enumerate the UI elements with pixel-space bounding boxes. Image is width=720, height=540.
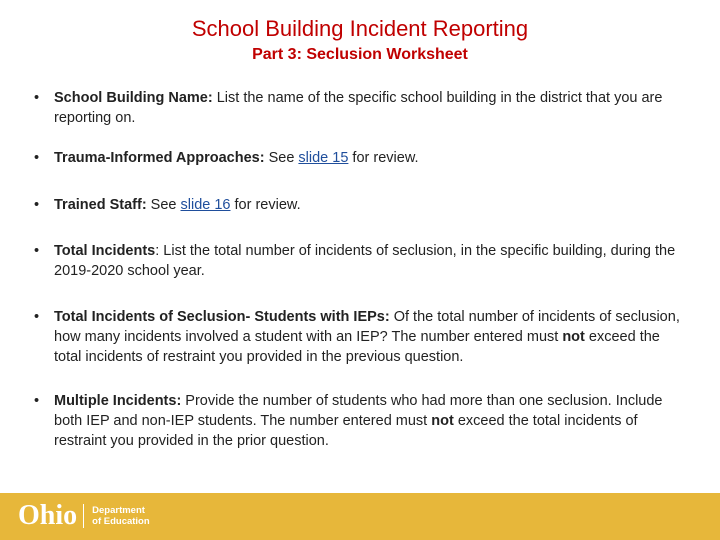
bullet-text: Provide the number of students who had more than one seclusion. Include both IEP and non-IEP students. The number entered must [54, 393, 663, 429]
slide-15-link[interactable]: slide 15 [298, 150, 349, 166]
bullet-dot: • [34, 90, 40, 106]
emphasis-text: not [562, 329, 585, 345]
page-subtitle: Part 3: Seclusion Worksheet [252, 46, 468, 63]
list-item [34, 307, 684, 367]
emphasis-text: not [431, 413, 454, 429]
bullet-dot: • [34, 393, 40, 409]
list-item [34, 148, 684, 168]
bullet-text: for review. [230, 197, 301, 213]
bullet-text: See [264, 150, 299, 166]
bullet-dot: • [34, 150, 40, 166]
bullet-label: School Building Name: [54, 90, 213, 106]
department-line-2: of Education [92, 516, 150, 527]
list-item [34, 391, 684, 451]
bullet-label: Total Incidents [54, 243, 156, 259]
bullet-text: List the name of the specific school building in the district that you are reporting on. [54, 90, 663, 126]
bullet-label: Multiple Incidents: [54, 393, 182, 409]
bullet-text: for review. [348, 150, 419, 166]
slide-16-link[interactable]: slide 16 [180, 197, 231, 213]
bullet-label: Trauma-Informed Approaches: [54, 150, 265, 166]
ohio-logo-text: Ohio [18, 500, 78, 531]
bullet-text: : List the total number of incidents of seclusion, in the specific building, during the 2019-2020 school year. [54, 243, 676, 279]
bullet-label: Trained Staff: [54, 197, 147, 213]
bullet-dot: • [34, 197, 40, 213]
bullet-text: exceed the total incidents of restraint you provided in the previous question. [54, 329, 660, 365]
bullet-label: Total Incidents of Seclusion- Students with IEPs: [54, 309, 390, 325]
logo-divider [83, 504, 84, 528]
list-item [34, 88, 684, 128]
bullet-dot: • [34, 243, 40, 259]
page-title: School Building Incident Reporting [191, 16, 529, 41]
bullet-dot: • [34, 309, 40, 325]
bullet-text: See [146, 197, 181, 213]
bullet-text: exceed the total incidents of restraint you provided in the prior question. [54, 413, 638, 449]
ohio-department-of-education-logo[interactable] [18, 499, 150, 533]
bullet-text: Of the total number of incidents of seclusion, how many incidents involved a student with an IEP? The number entered must [54, 309, 680, 345]
department-name [92, 505, 150, 527]
department-line-1: Department [92, 505, 145, 516]
footer-bar [0, 493, 720, 540]
list-item [34, 241, 684, 281]
list-item [34, 195, 684, 215]
